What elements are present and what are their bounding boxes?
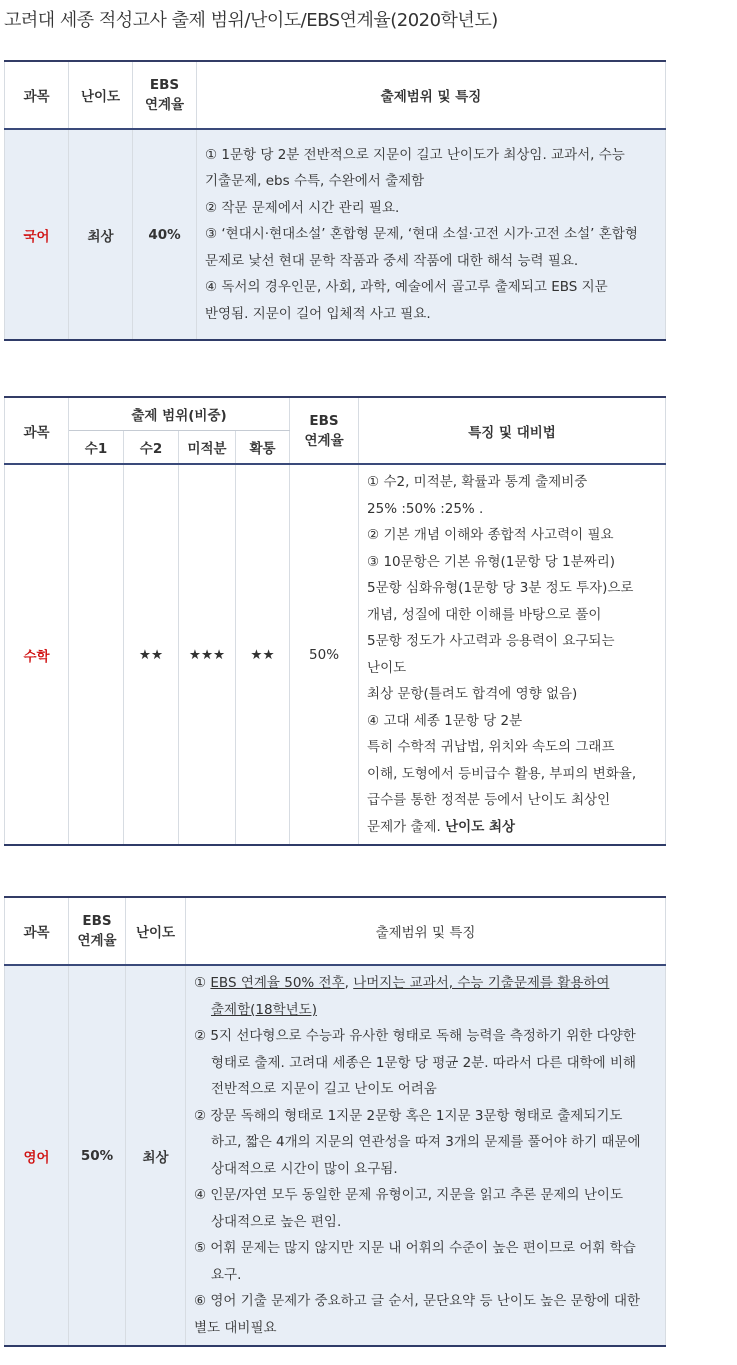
features-cell xyxy=(359,464,666,845)
scope-line: 요구. xyxy=(211,1266,242,1283)
calc-cell: ★★★ xyxy=(179,464,236,845)
scope-line: ④ 인문/자연 모두 동일한 문제 유형이고, 지문을 읽고 추론 문제의 난이도 xyxy=(194,1187,624,1203)
english-row xyxy=(5,965,666,1346)
features-line: 25% :50% :25% . xyxy=(367,500,484,517)
header-scope-weight: 출제 범위(비중) xyxy=(69,397,290,431)
header-su2: 수2 xyxy=(124,431,179,465)
features-line: 5문항 정도가 사고력과 응용력이 요구되는 xyxy=(367,633,615,649)
header-scope: 출제범위 및 특징 xyxy=(197,61,666,129)
scope-line: 상대적으로 시간이 많이 요구됨. xyxy=(211,1160,398,1177)
scope-line: 반영됨. 지문이 길어 입체적 사고 필요. xyxy=(205,305,431,322)
features-line: ② 기본 개념 이해와 종합적 사고력이 필요 xyxy=(367,527,614,543)
english-table xyxy=(4,896,666,1347)
features-line: 개념, 성질에 대한 이해를 바탕으로 풀이 xyxy=(367,606,602,623)
features-line: ① 수2, 미적분, 확률과 통계 출제비중 xyxy=(367,474,588,490)
header-su1: 수1 xyxy=(69,431,124,465)
features-line: ③ 10문항은 기본 유형(1문항 당 1분짜리) xyxy=(367,553,616,570)
prob-cell: ★★ xyxy=(236,464,290,845)
difficulty-cell: 최상 xyxy=(126,965,186,1346)
korean-table xyxy=(4,60,666,341)
header-calc: 미적분 xyxy=(179,431,236,465)
features-line: 문제가 출제. 난이도 최상 xyxy=(367,818,516,835)
features-line: 급수를 통한 정적분 등에서 난이도 최상인 xyxy=(367,792,611,808)
features-line: 최상 문항(틀려도 합격에 영향 없음) xyxy=(367,686,578,702)
scope-line: ⑤ 어휘 문제는 많지 않지만 지문 내 어휘의 수준이 높은 편이므로 어휘 학습 xyxy=(194,1240,636,1256)
ebs-cell: 50% xyxy=(69,965,126,1346)
page-title: 고려대 세종 적성고사 출제 범위/난이도/EBS연계율(2020학년도) xyxy=(4,10,498,31)
subject-cell: 수학 xyxy=(5,464,69,845)
scope-line: ② 5지 선다형으로 수능과 유사한 형태로 독해 능력을 측정하기 위한 다양한 xyxy=(194,1028,636,1044)
features-line: 특히 수학적 귀납법, 위치와 속도의 그래프 xyxy=(367,739,615,755)
header-scope: 출제범위 및 특징 xyxy=(186,897,666,965)
scope-line: 상대적으로 높은 편임. xyxy=(211,1213,342,1230)
header-features: 특징 및 대비법 xyxy=(359,397,666,464)
subject-cell: 국어 xyxy=(5,129,69,340)
math-row xyxy=(5,464,666,845)
math-header-row xyxy=(5,397,666,431)
features-line: ④ 고대 세종 1문항 당 2분 xyxy=(367,712,523,729)
scope-line: 전반적으로 지문이 길고 난이도 어려움 xyxy=(211,1081,437,1097)
scope-line: 기출문제, ebs 수특, 수완에서 출제함 xyxy=(205,173,425,190)
scope-lines xyxy=(194,1023,657,1341)
header-subject: 과목 xyxy=(5,397,69,464)
scope-line: ② 작문 문제에서 시간 관리 필요. xyxy=(205,199,400,216)
scope-cell xyxy=(197,129,666,340)
header-prob: 확통 xyxy=(236,431,290,465)
scope-line: ⑥ 영어 기출 문제가 중요하고 글 순서, 문단요약 등 난이도 높은 문항에 대한 xyxy=(194,1293,641,1309)
header-ebs: EBS 연계율 xyxy=(290,397,359,464)
scope-line: 문제로 낯선 현대 문학 작품과 중세 작품에 대한 해석 능력 필요. xyxy=(205,252,579,269)
header-difficulty: 난이도 xyxy=(126,897,186,965)
header-difficulty: 난이도 xyxy=(69,61,133,129)
su2-cell: ★★ xyxy=(124,464,179,845)
scope-line: ① 1문항 당 2분 전반적으로 지문이 길고 난이도가 최상임. 교과서, 수능 xyxy=(205,146,625,163)
korean-header-row xyxy=(5,61,666,129)
difficulty-cell: 최상 xyxy=(69,129,133,340)
scope-line: ① EBS 연계율 50% 전후, 나머지는 교과서, 수능 기출문제를 활용하여 xyxy=(194,975,610,991)
scope-line: ② 장문 독해의 형태로 1지문 2문항 혹은 1지문 3문항 형태로 출제되기도 xyxy=(194,1107,623,1124)
scope-cell xyxy=(186,965,666,1346)
header-subject: 과목 xyxy=(5,61,69,129)
scope-line: ④ 독서의 경우인문, 사회, 과학, 예술에서 골고루 출제되고 EBS 지문 xyxy=(205,279,608,296)
header-subject: 과목 xyxy=(5,897,69,965)
features-line: 5문항 심화유형(1문항 당 3분 정도 투자)으로 xyxy=(367,580,634,596)
subject-cell: 영어 xyxy=(5,965,69,1346)
features-line: 난이도 xyxy=(367,659,407,676)
features-line: 이해, 도형에서 등비급수 활용, 부피의 변화율, xyxy=(367,765,637,782)
scope-line: ③ ‘현대시·현대소설’ 혼합형 문제, ‘현대 소설·고전 시가·고전 소설’ 혼합형 xyxy=(205,226,638,243)
english-header-row xyxy=(5,897,666,965)
header-ebs: EBS 연계율 xyxy=(133,61,197,129)
ebs-cell: 40% xyxy=(133,129,197,340)
scope-line: 하고, 짧은 4개의 지문의 연관성을 따져 3개의 문제를 풀어야 하기 때문에 xyxy=(211,1134,641,1150)
scope-line: 별도 대비필요 xyxy=(194,1319,277,1336)
scope-line: 형태로 출제. 고려대 세종은 1문항 당 평균 2분. 따라서 다른 대학에 비해 xyxy=(211,1054,637,1071)
su1-cell xyxy=(69,464,124,845)
scope-line: 출제함(18학년도) xyxy=(211,1001,317,1018)
header-ebs: EBS 연계율 xyxy=(69,897,126,965)
math-table xyxy=(4,396,666,846)
korean-row xyxy=(5,129,666,340)
ebs-cell: 50% xyxy=(290,464,359,845)
